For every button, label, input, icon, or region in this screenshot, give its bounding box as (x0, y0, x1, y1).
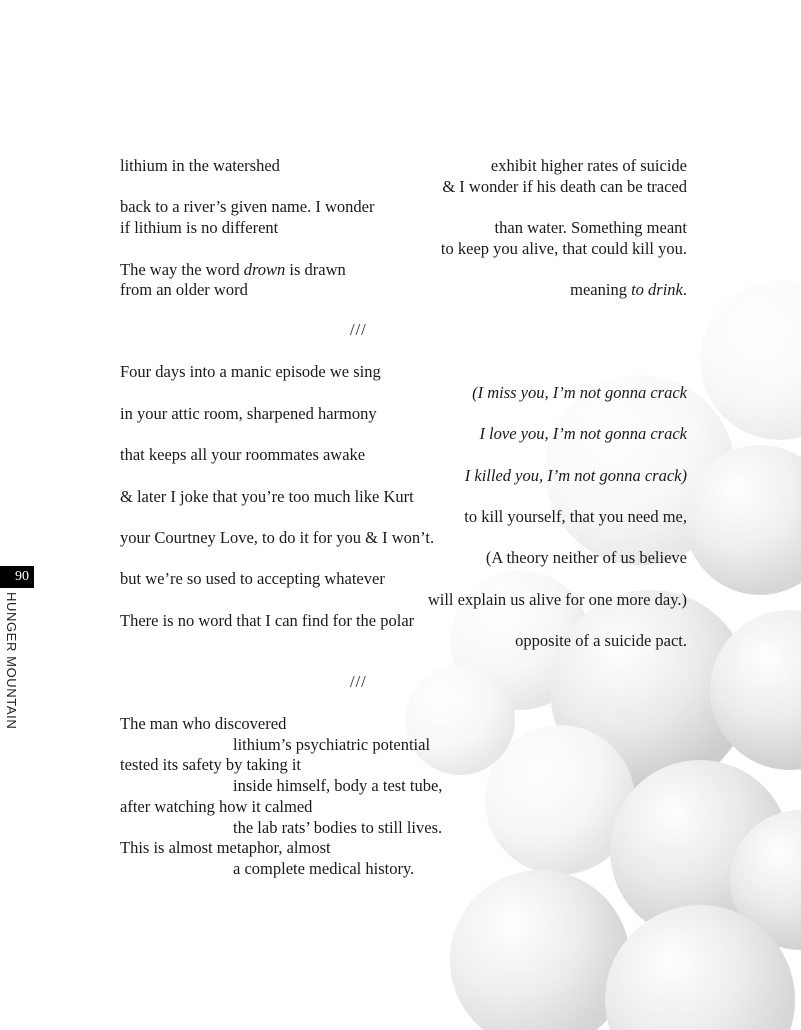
section-separator: /// (350, 672, 367, 691)
poem-line: to kill yourself, that you need me, (464, 507, 687, 526)
poem-line: Four days into a manic episode we sing (120, 362, 381, 381)
page-number: 90 (15, 569, 29, 584)
text-run: is drawn (285, 260, 346, 279)
poem-line: This is almost metaphor, almost (120, 838, 331, 857)
poem-line: if lithium is no different (120, 218, 279, 237)
poem-line: than water. Something meant (494, 218, 687, 237)
poem-line: tested its safety by taking it (120, 755, 302, 774)
poem-line (570, 280, 687, 300)
poem-line (120, 260, 346, 280)
section-separator: /// (350, 320, 367, 339)
poem-line-italic (465, 466, 687, 486)
poem-line: & later I joke that you’re too much like Kurt (120, 487, 414, 506)
text-run: . (682, 280, 687, 299)
poem-line: a complete medical history. (233, 859, 415, 878)
text-run-italic: I love you, I’m not gonna crack (479, 424, 687, 443)
poem-line: but we’re so used to accepting whatever (120, 569, 385, 588)
poem-line: exhibit higher rates of suicide (490, 156, 687, 175)
text-run-italic: to drink (631, 280, 683, 299)
poem-line: to keep you alive, that could kill you. (440, 239, 687, 258)
poem-line: (A theory neither of us believe (485, 548, 687, 567)
poem-line: lithium’s psychiatric potential (233, 735, 431, 754)
poem-line: inside himself, body a test tube, (233, 776, 443, 795)
text-run-italic: I killed you, I’m not gonna crack) (464, 466, 687, 485)
poem-line-italic (479, 424, 687, 444)
poem-line: There is no word that I can find for the polar (120, 611, 415, 630)
poem-line: back to a river’s given name. I wonder (120, 197, 375, 216)
poem-line: after watching how it calmed (120, 797, 313, 816)
text-run: meaning (570, 280, 632, 299)
poem-line: opposite of a suicide pact. (515, 631, 687, 650)
poem-line: from an older word (120, 280, 248, 299)
text-run: The way the word (120, 260, 244, 279)
poem-line: & I wonder if his death can be traced (442, 177, 687, 196)
poem-line: lithium in the watershed (120, 156, 280, 175)
text-run-italic: (I miss you, I’m not gonna crack (472, 383, 687, 402)
poem-line: in your attic room, sharpened harmony (120, 404, 377, 423)
poem-line: will explain us alive for one more day.) (427, 590, 687, 609)
page-number-tab (0, 566, 34, 588)
poem-line-italic (472, 383, 687, 403)
poem-line: that keeps all your roommates awake (120, 445, 366, 464)
poem-line: The man who discovered (120, 714, 287, 733)
poem-line: the lab rats’ bodies to still lives. (233, 818, 443, 837)
running-head: HUNGER MOUNTAIN (4, 592, 19, 730)
text-run-italic: drown (243, 260, 286, 279)
poem-line: your Courtney Love, to do it for you & I won’t. (120, 528, 435, 547)
